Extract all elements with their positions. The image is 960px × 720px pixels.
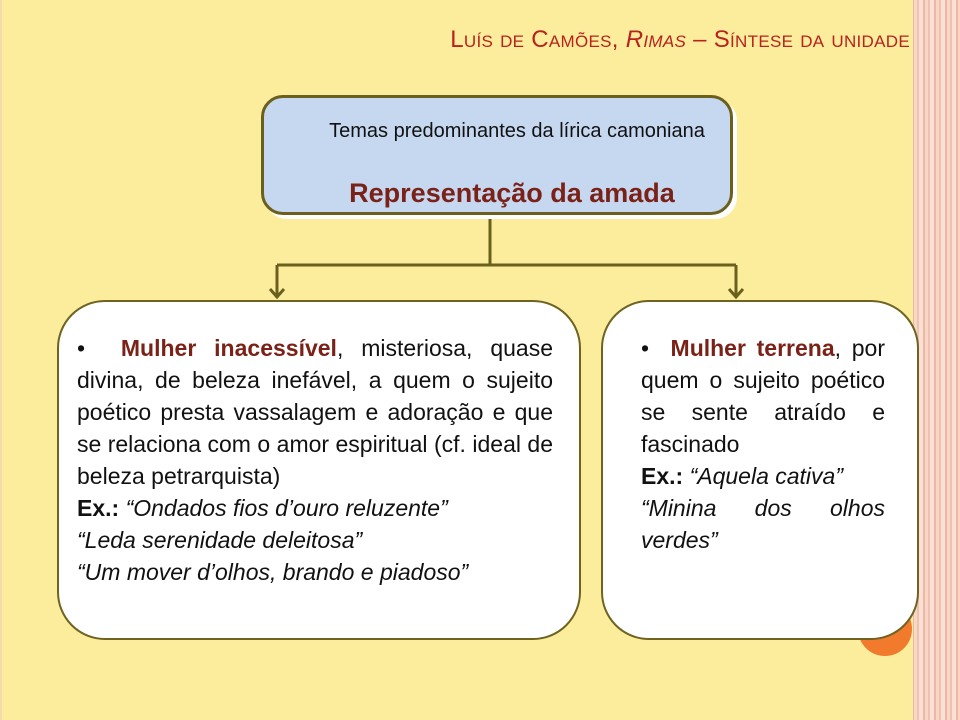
theme-box	[261, 95, 733, 215]
example-quote: “Aquela cativa”	[689, 463, 843, 489]
card-earthly-woman	[601, 300, 919, 640]
title-author: Luís de Camões,	[450, 26, 626, 53]
example-quote: “Leda serenidade deleitosa”	[77, 527, 363, 553]
card-inaccessible-woman	[57, 300, 581, 640]
example-label: Ex.:	[641, 463, 684, 489]
theme-heading: Representação da amada	[349, 178, 675, 208]
card-highlight: Mulher inacessível	[120, 335, 337, 361]
theme-subtitle: Temas predominantes da lírica camoniana	[329, 120, 705, 142]
title-section: – Síntese da unidade	[686, 26, 910, 53]
card-highlight: Mulher terrena	[670, 335, 835, 361]
card-body	[77, 332, 553, 588]
bullet: •	[77, 335, 86, 361]
example-quote: “Um mover d’olhos, brando e piadoso”	[77, 559, 469, 585]
bullet: •	[641, 335, 650, 361]
card-description: , por quem o sujeito poético se sente atraído e fascinado	[641, 335, 886, 457]
example-quote: “Ondados fios d’ouro reluzente”	[125, 495, 448, 521]
example-quote: “Minina dos olhos verdes”	[641, 495, 885, 553]
title-work: Rimas	[625, 26, 687, 53]
example-label: Ex.:	[77, 495, 120, 521]
card-description: , misteriosa, quase divina, de beleza inefável, a quem o sujeito poético presta vassalagem e adoração e que se relaciona com o amor espiritual (cf. ideal de beleza petrarquista)	[77, 335, 553, 489]
card-body	[641, 332, 885, 556]
